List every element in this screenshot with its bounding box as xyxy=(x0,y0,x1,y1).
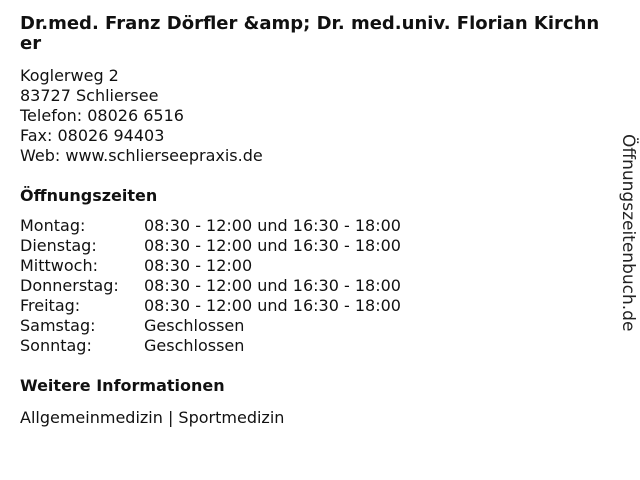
opening-hours-table xyxy=(20,216,610,356)
fax-number: Fax: 08026 94403 xyxy=(20,126,165,145)
hours-row-friday xyxy=(20,296,610,316)
opening-hours-heading: Öffnungszeiten xyxy=(20,186,158,205)
day-label: Samstag: xyxy=(20,316,96,335)
day-hours: 08:30 - 12:00 und 16:30 - 18:00 xyxy=(144,236,401,255)
day-hours: Geschlossen xyxy=(144,316,245,335)
day-hours: 08:30 - 12:00 und 16:30 - 18:00 xyxy=(144,276,401,295)
hours-row-wednesday xyxy=(20,256,610,276)
day-hours: Geschlossen xyxy=(144,336,245,355)
brand-watermark: Öffnungszeitenbuch.de xyxy=(618,134,638,332)
day-label: Sonntag: xyxy=(20,336,92,355)
day-label: Freitag: xyxy=(20,296,81,315)
street-address: Koglerweg 2 xyxy=(20,66,119,85)
hours-row-monday xyxy=(20,216,610,236)
day-hours: 08:30 - 12:00 xyxy=(144,256,253,275)
specialties-text: Allgemeinmedizin | Sportmedizin xyxy=(20,408,285,427)
more-info-heading: Weitere Informationen xyxy=(20,376,225,395)
phone-number: Telefon: 08026 6516 xyxy=(20,106,184,125)
website-link[interactable]: Web: www.schlierseepraxis.de xyxy=(20,146,263,165)
practice-card xyxy=(20,14,610,428)
practice-title: Dr.med. Franz Dörfler &amp; Dr. med.univ. Florian Kirchner xyxy=(20,13,600,54)
day-hours: 08:30 - 12:00 und 16:30 - 18:00 xyxy=(144,216,401,235)
city-address: 83727 Schliersee xyxy=(20,86,159,105)
day-label: Mittwoch: xyxy=(20,256,98,275)
hours-row-saturday xyxy=(20,316,610,336)
hours-row-sunday xyxy=(20,336,610,356)
day-label: Donnerstag: xyxy=(20,276,119,295)
address-block xyxy=(20,66,610,166)
day-label: Montag: xyxy=(20,216,86,235)
hours-row-thursday xyxy=(20,276,610,296)
hours-row-tuesday xyxy=(20,236,610,256)
day-label: Dienstag: xyxy=(20,236,97,255)
day-hours: 08:30 - 12:00 und 16:30 - 18:00 xyxy=(144,296,401,315)
